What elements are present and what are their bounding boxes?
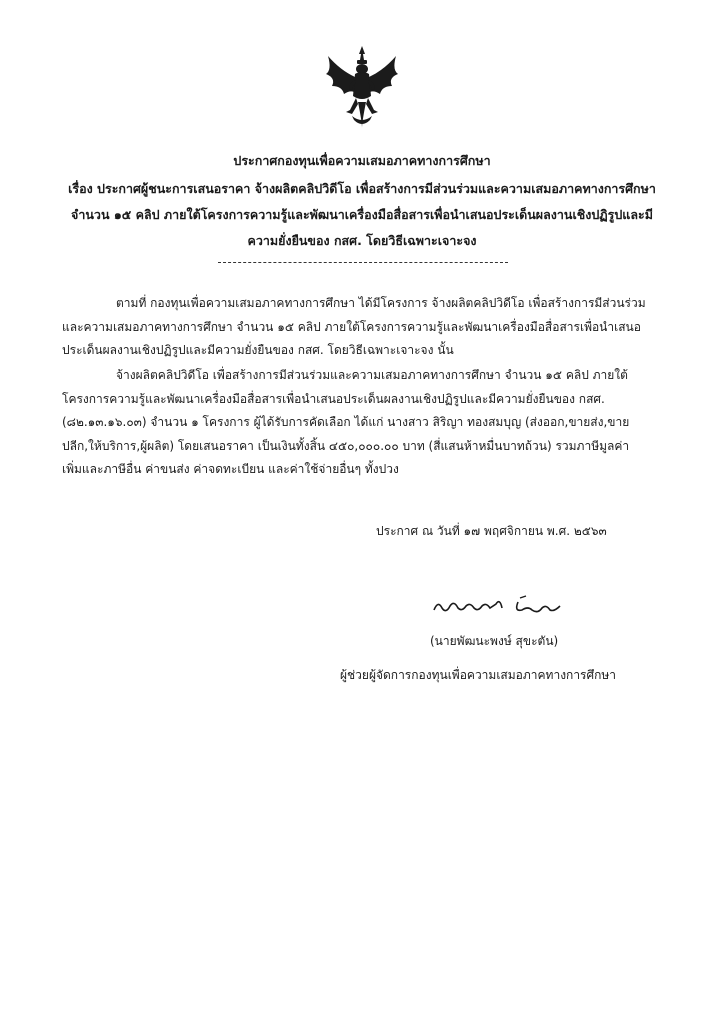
paragraph-2 (62, 364, 660, 482)
paragraph-1-line: และความเสมอภาคทางการศึกษา จำนวน ๑๕ คลิป ภายใต้โครงการความรู้และพัฒนาเครื่องมือสื่อสารเพื่อนำเสนอ (62, 319, 641, 334)
subject-line-1: เรื่อง ประกาศผู้ชนะการเสนอราคา จ้างผลิตคลิปวิดีโอ เพื่อสร้างการมีส่วนร่วมและความเสมอภาคทางการศึกษา (68, 181, 656, 196)
paragraph-2-line: ปลีก,ให้บริการ,ผู้ผลิต) โดยเสนอราคา เป็นเงินทั้งสิ้น ๔๕๐,๐๐๐.๐๐ บาท (สี่แสนห้าหมื่นบาทถ้วน) รวมภาษีมูลค่า (62, 438, 630, 453)
paragraph-2-line: จ้างผลิตคลิปวิดีโอ เพื่อสร้างการมีส่วนร่วมและความเสมอภาคทางการศึกษา จำนวน ๑๕ คลิป ภายใต้ (116, 368, 628, 382)
paragraph-1-line: ตามที่ กองทุนเพื่อความเสมอภาคทางการศึกษา ได้มีโครงการ จ้างผลิตคลิปวิดีโอ เพื่อสร้างการมีส่วนร่วม (116, 296, 646, 310)
separator-line (218, 262, 508, 263)
paragraph-2-line: เพิ่มและภาษีอื่น ค่าขนส่ง ค่าจดทะเบียน และค่าใช้จ่ายอื่นๆ ทั้งปวง (62, 462, 399, 476)
garuda-emblem-icon (322, 44, 402, 130)
paragraph-1-line: ประเด็นผลงานเชิงปฏิรูปและมีความยั่งยืนของ กสศ. โดยวิธีเฉพาะเจาะจง นั้น (62, 343, 454, 357)
paragraph-2-line: โครงการความรู้และพัฒนาเครื่องมือสื่อสารเพื่อนำเสนอประเด็นผลงานเชิงปฏิรูปและมีความยั่งยืนของ กสศ. (62, 391, 605, 406)
subject-line-2: จำนวน ๑๕ คลิป ภายใต้โครงการความรู้และพัฒนาเครื่องมือสื่อสารเพื่อนำเสนอประเด็นผลงานเชิงปฏิรูปและมี (71, 207, 653, 222)
signer-name: (นายพัฒนะพงษ์ สุขะตัน) (430, 634, 559, 648)
subject-line-3: ความยั่งยืนของ กสศ. โดยวิธีเฉพาะเจาะจง (247, 233, 477, 248)
paragraph-2-line: (๘๒.๑๓.๑๖.๐๓) จำนวน ๑ โครงการ ผู้ได้รับการคัดเลือก ได้แก่ นางสาว สิริญา ทองสมบุญ (ส่งออก,ขายส่ง,ขาย (62, 415, 630, 429)
announce-date: ประกาศ ณ วันที่ ๑๗ พฤศจิกายน พ.ศ. ๒๕๖๓ (376, 524, 607, 538)
signer-position: ผู้ช่วยผู้จัดการกองทุนเพื่อความเสมอภาคทางการศึกษา (340, 668, 617, 682)
announcement-title: ประกาศกองทุนเพื่อความเสมอภาคทางการศึกษา (233, 153, 491, 168)
handwritten-signature-icon (430, 594, 570, 620)
paragraph-1 (62, 292, 660, 363)
